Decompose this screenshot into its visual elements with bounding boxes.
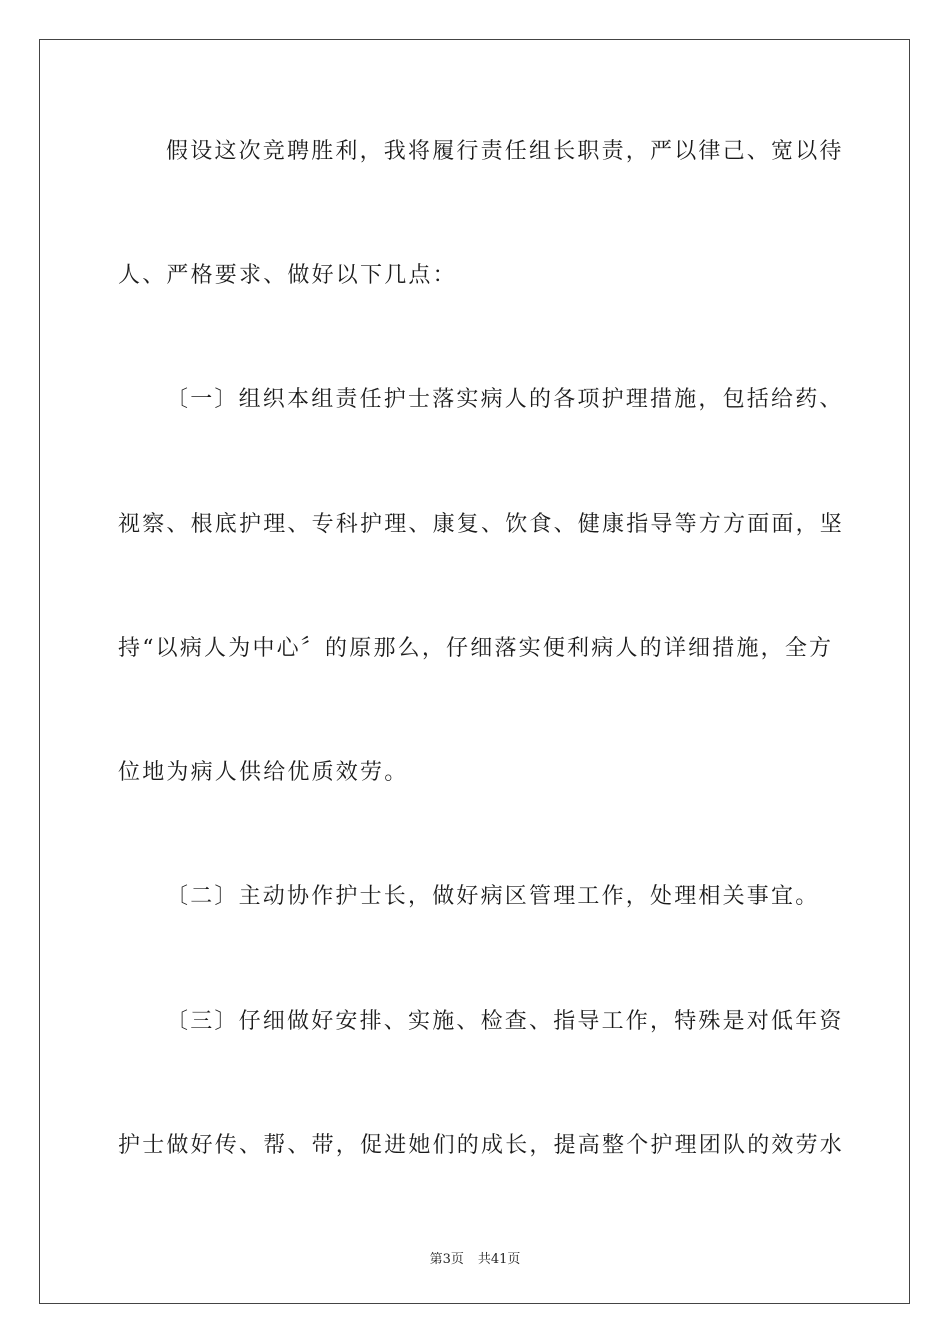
paragraph-line: 护士做好传、帮、带，促进她们的成长，提高整个护理团队的效劳水 <box>118 1133 845 1158</box>
page-border <box>39 39 910 1304</box>
page-number: 第3页 <box>429 1252 464 1267</box>
paragraph-line: 假设这次竞聘胜利，我将履行责任组长职责，严以律己、宽以待 <box>166 139 844 164</box>
paragraph-line: 人、严格要求、做好以下几点： <box>118 263 457 288</box>
paragraph-line: 〔三〕仔细做好安排、实施、检查、指导工作，特殊是对低年资 <box>166 1009 844 1034</box>
page-total: 共41页 <box>477 1252 521 1267</box>
paragraph-line: 位地为病人供给优质效劳。 <box>118 760 409 785</box>
page-footer <box>0 1248 950 1267</box>
paragraph-line: 持“以病人为中心〞的原那么，仔细落实便利病人的详细措施，全方 <box>118 636 834 661</box>
paragraph-line: 〔一〕组织本组责任护士落实病人的各项护理措施，包括给药、 <box>166 387 844 412</box>
paragraph-line: 〔二〕主动协作护士长，做好病区管理工作，处理相关事宜。 <box>166 884 820 909</box>
paragraph-line: 视察、根底护理、专科护理、康复、饮食、健康指导等方方面面，坚 <box>118 512 845 537</box>
